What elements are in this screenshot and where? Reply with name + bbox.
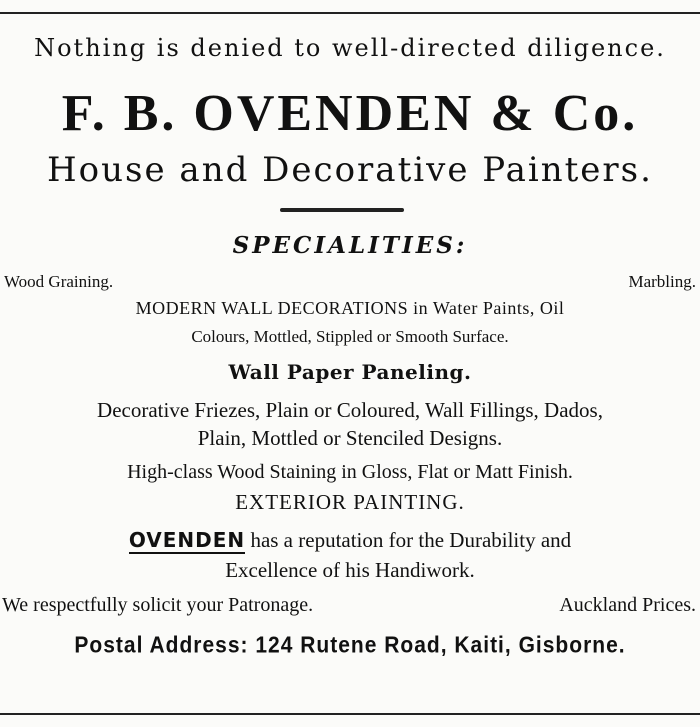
colours-line: Colours, Mottled, Stippled or Smooth Surface. bbox=[191, 327, 509, 346]
modern-wall-decorations: MODERN WALL DECORATIONS in Water Paints, Oil bbox=[135, 298, 565, 318]
excellence-line: Excellence of his Handiwork. bbox=[225, 558, 475, 582]
motto: Nothing is denied to well-directed diligence. bbox=[34, 34, 666, 62]
specialities-heading: SPECIALITIES: bbox=[232, 232, 468, 259]
firm-name: F. B. OVENDEN & Co. bbox=[61, 85, 639, 142]
postal-address: Postal Address: 124 Rutene Road, Kaiti, Gisborne. bbox=[74, 632, 626, 659]
top-rule bbox=[0, 12, 700, 14]
designs-line: Plain, Mottled or Stenciled Designs. bbox=[197, 426, 503, 450]
decorative-friezes: Decorative Friezes, Plain or Coloured, Wall Fillings, Dados, bbox=[97, 398, 603, 422]
bottom-rule bbox=[0, 713, 700, 715]
reputation-name: OVENDEN bbox=[128, 528, 246, 552]
wood-graining: Wood Graining. bbox=[4, 272, 114, 291]
wood-staining: High-class Wood Staining in Gloss, Flat or Matt Finish. bbox=[127, 461, 573, 483]
wall-paper-paneling: Wall Paper Paneling. bbox=[228, 360, 472, 384]
patronage-line: We respectfully solicit your Patronage. bbox=[2, 594, 314, 616]
reputation-line bbox=[0, 528, 700, 553]
reputation-text: has a reputation for the Durability and bbox=[245, 528, 572, 552]
marbling: Marbling. bbox=[628, 272, 696, 291]
prices-line: Auckland Prices. bbox=[559, 594, 696, 616]
trade-title: House and Decorative Painters. bbox=[47, 150, 653, 190]
exterior-painting: EXTERIOR PAINTING. bbox=[235, 490, 465, 514]
divider bbox=[280, 208, 404, 212]
